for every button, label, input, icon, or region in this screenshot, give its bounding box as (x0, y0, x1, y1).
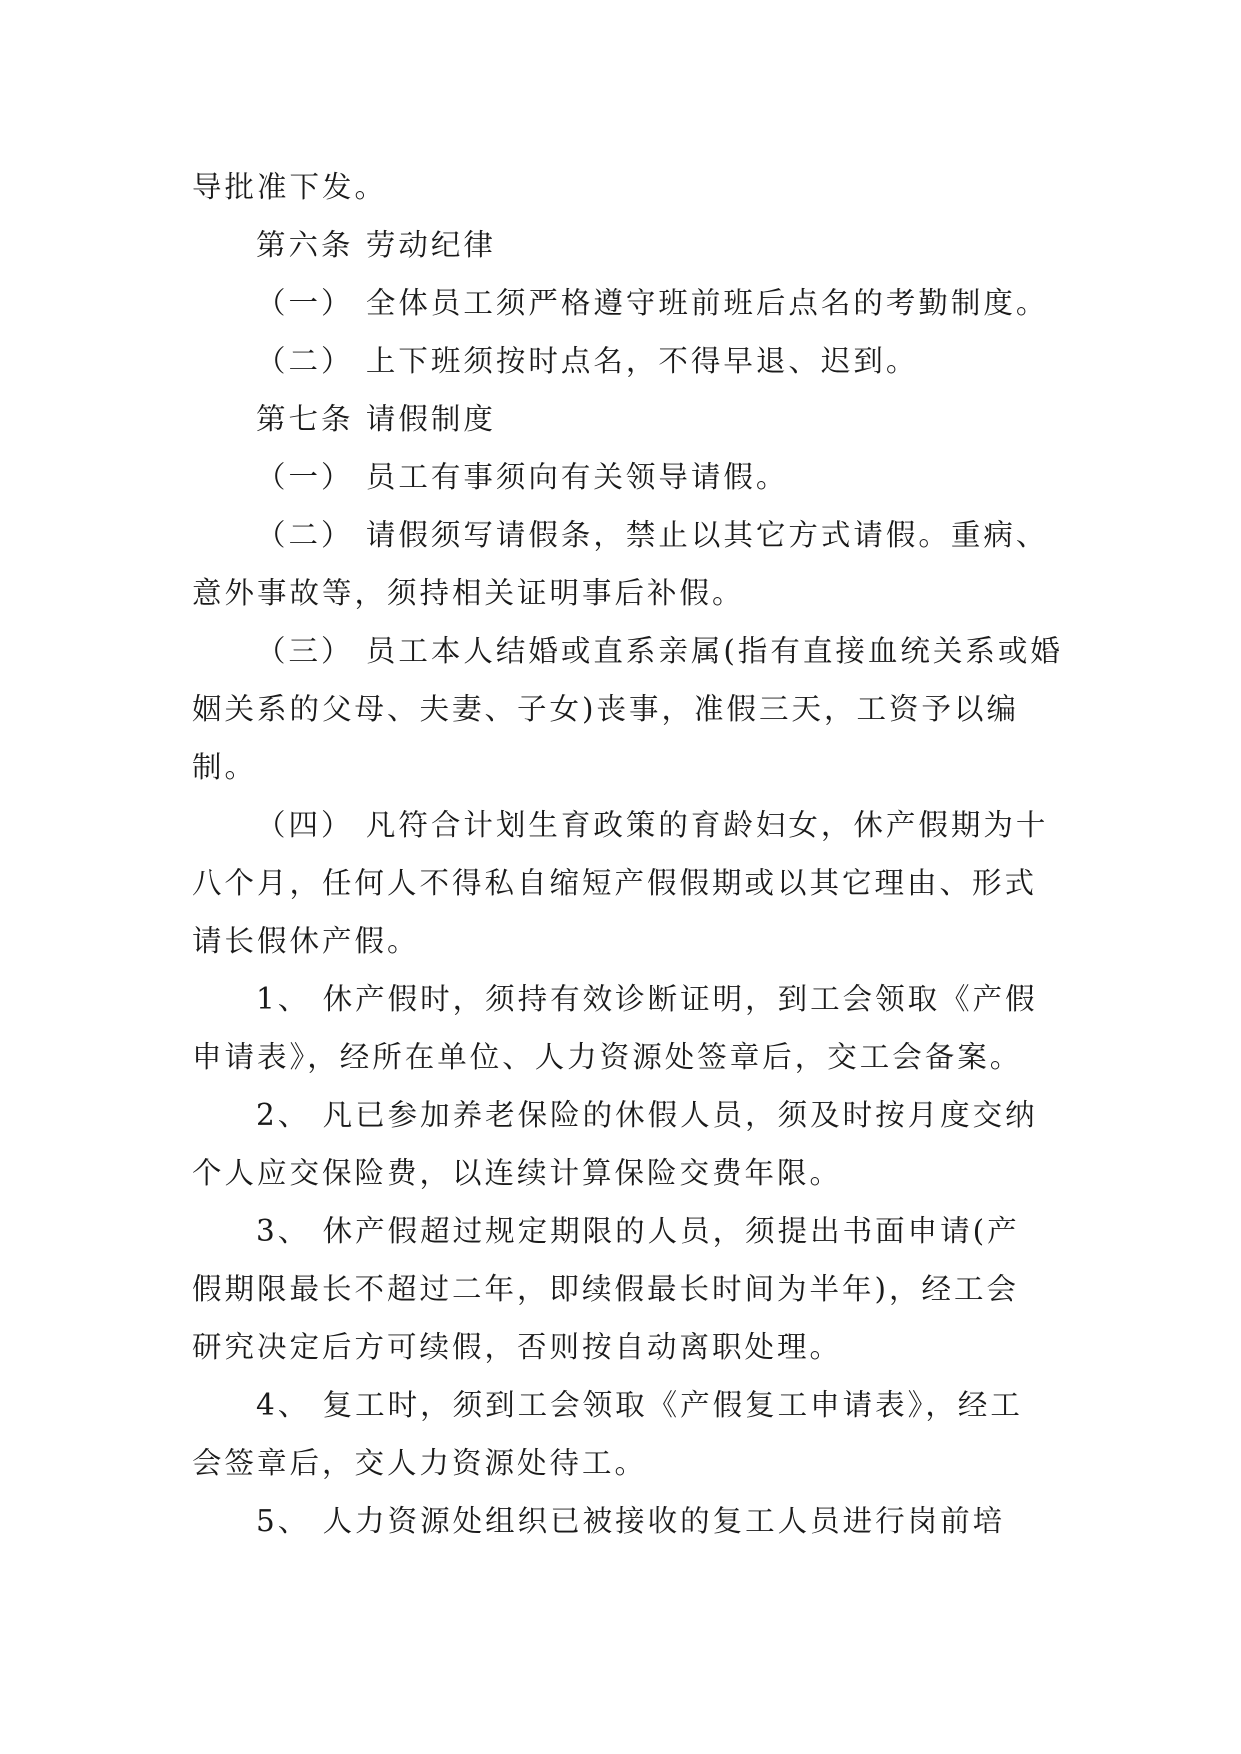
text-line: 意外事故等，须持相关证明事后补假。 (192, 576, 745, 610)
text-line: 3、 休产假超过规定期限的人员，须提出书面申请(产 (256, 1214, 1020, 1248)
text-line: （二） 请假须写请假条，禁止以其它方式请假。重病、 (256, 518, 1049, 552)
text-line: 姻关系的父母、夫妻、子女)丧事，准假三天，工资予以编 (192, 692, 1020, 726)
text-line: 制。 (192, 750, 258, 784)
text-line: （一） 全体员工须严格遵守班前班后点名的考勤制度。 (256, 286, 1049, 320)
text-line: 导批准下发。 (192, 170, 388, 204)
text-line: 会签章后，交人力资源处待工。 (192, 1446, 648, 1480)
document-body (192, 158, 1063, 1550)
text-line: 八个月，任何人不得私自缩短产假假期或以其它理由、形式 (192, 866, 1038, 900)
text-line: 申请表》，经所在单位、人力资源处签章后，交工会备案。 (192, 1040, 1023, 1074)
text-line: 个人应交保险费，以连续计算保险交费年限。 (192, 1156, 843, 1190)
text-line: 5、 人力资源处组织已被接收的复工人员进行岗前培 (256, 1504, 1006, 1538)
text-line: 研究决定后方可续假，否则按自动离职处理。 (192, 1330, 843, 1364)
text-line: 假期限最长不超过二年，即续假最长时间为半年)，经工会 (192, 1272, 1020, 1306)
text-line: 1、 休产假时，须持有效诊断证明，到工会领取《产假 (256, 982, 1038, 1016)
text-line: 2、 凡已参加养老保险的休假人员，须及时按月度交纳 (256, 1098, 1038, 1132)
text-line: （二） 上下班须按时点名，不得早退、迟到。 (256, 344, 919, 378)
text-line: 请长假休产假。 (192, 924, 420, 958)
text-line: 4、 复工时，须到工会领取《产假复工申请表》，经工 (256, 1388, 1023, 1422)
article-heading: 第七条 请假制度 (256, 402, 496, 436)
text-line: （一） 员工有事须向有关领导请假。 (256, 460, 789, 494)
text-line: （四） 凡符合计划生育政策的育龄妇女，休产假期为十 (256, 808, 1049, 842)
text-line: （三） 员工本人结婚或直系亲属(指有直接血统关系或婚 (256, 634, 1063, 668)
article-heading: 第六条 劳动纪律 (256, 228, 496, 262)
